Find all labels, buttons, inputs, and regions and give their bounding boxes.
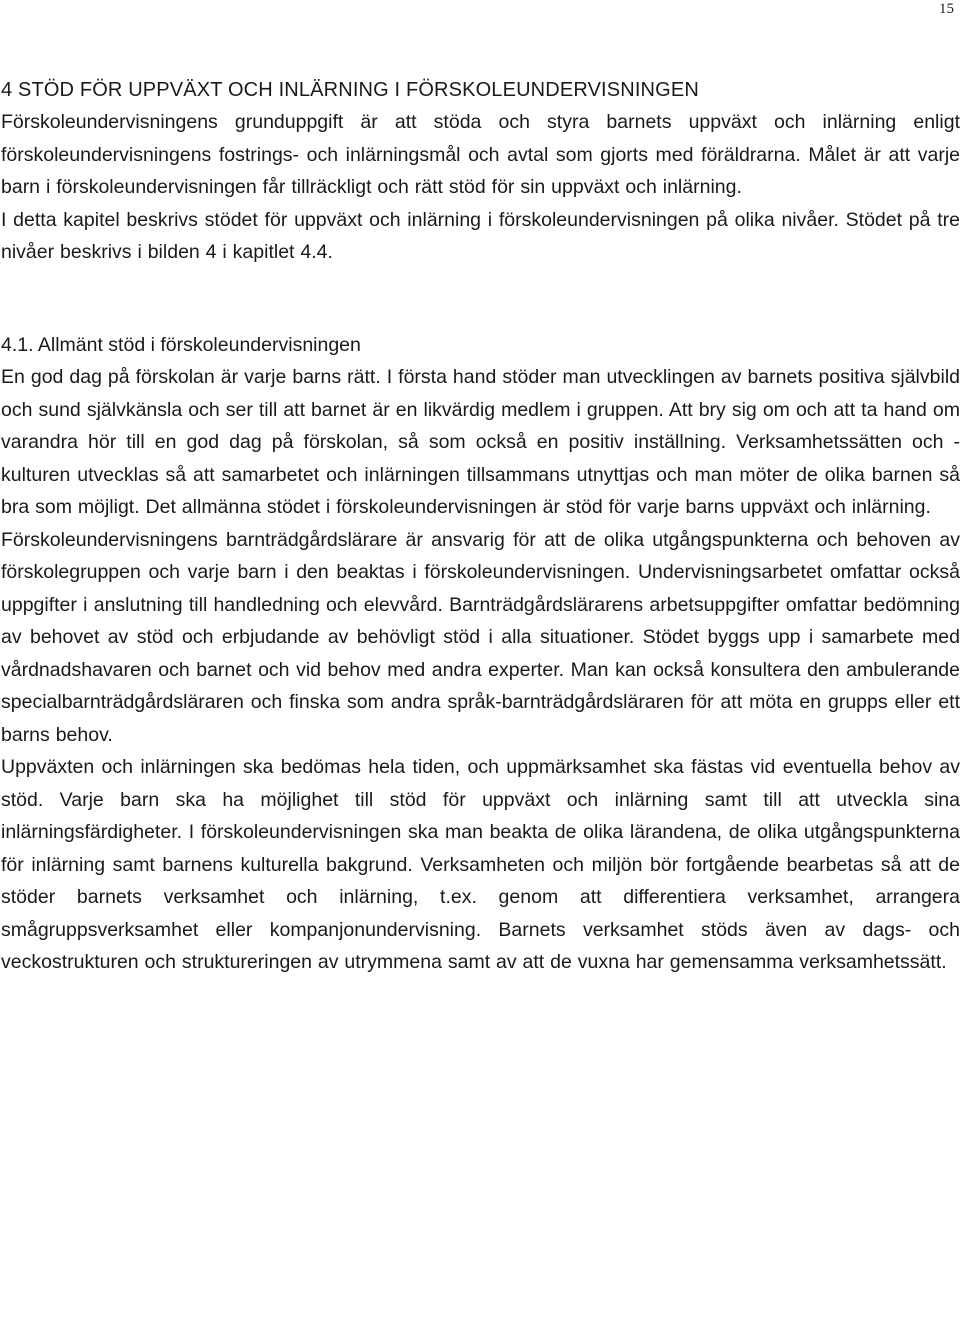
section-paragraph-3: Uppväxten och inlärningen ska bedömas hela tiden, och uppmärksamhet ska fästas vid eventuella behov av stöd. Varje barn ska ha möjlighet till stöd för uppväxt och inlärning samt till att utveckla sina inlärningsfärdigheter. I förskoleundervisningen ska man beakta de olika lärandena, de olika utgångspunkterna för inlärning samt barnens kulturella bakgrund. Verksamheten och miljön bör fortgående bearbetas så att de stöder barnets verksamhet och inlärning, t.ex. genom att differentiera verksamhet, arrangera smågruppsverksamhet eller kompanjonundervisning. Barnets verksamhet stöds även av dags- och veckostrukturen och struktureringen av utrymmena samt av att de vuxna har gemensamma verksamhetssätt.: [1, 756, 960, 973]
section-title: 4.1. Allmänt stöd i förskoleundervisningen: [1, 333, 361, 356]
chapter-title: 4 STÖD FÖR UPPVÄXT OCH INLÄRNING I FÖRSKOLEUNDERVISNINGEN: [1, 79, 699, 101]
section-paragraph-1: En god dag på förskolan är varje barns rätt. I första hand stöder man utvecklingen av barnets positiva självbild och sund självkänsla och ser till att barnet är en likvärdig medlem i gruppen. Att bry sig om och att ta hand om varandra hör till en god dag på förskolan, så som också en positiv inställning. Verksamhetssätten och -kulturen utvecklas så att samarbetet och inlärningen tillsammans utnyttjas och man möter de olika barnen så bra som möjligt. Det allmänna stödet i förskoleundervisningen är stöd för varje barns uppväxt och inlärning.: [1, 366, 960, 518]
page-number: 15: [939, 1, 954, 17]
intro-paragraph-1: Förskoleundervisningens grunduppgift är att stöda och styra barnets uppväxt och inlärning enligt förskoleundervisningens fostrings- och inlärningsmål och avtal som gjorts med föräldrarna. Målet är att varje barn i förskoleundervisningen får tillräckligt och rätt stöd för sin uppväxt och inlärning.: [1, 111, 960, 198]
section-paragraph-2: Förskoleundervisningens barnträdgårdslärare är ansvarig för att de olika utgångspunkterna och behoven av förskolegruppen och varje barn i den beaktas i förskoleundervisningen. Undervisningsarbetet omfattar också uppgifter i anslutning till handledning och elevvård. Barnträdgårdslärarens arbetsuppgifter omfattar bedömning av behovet av stöd och erbjudande av behövligt stöd i alla situationer. Stödet byggs upp i samarbete med vårdnadshavaren och barnet och vid behov med andra experter. Man kan också konsultera den ambulerande specialbarnträdgårdsläraren och finska som andra språk-barnträdgårdsläraren för att möta en grupps eller ett barns behov.: [1, 528, 960, 746]
document-body: [1, 74, 960, 979]
intro-paragraph-2: I detta kapitel beskrivs stödet för uppväxt och inlärning i förskoleundervisningen på olika nivåer. Stödet på tre nivåer beskrivs i bilden 4 i kapitlet 4.4.: [1, 208, 960, 263]
